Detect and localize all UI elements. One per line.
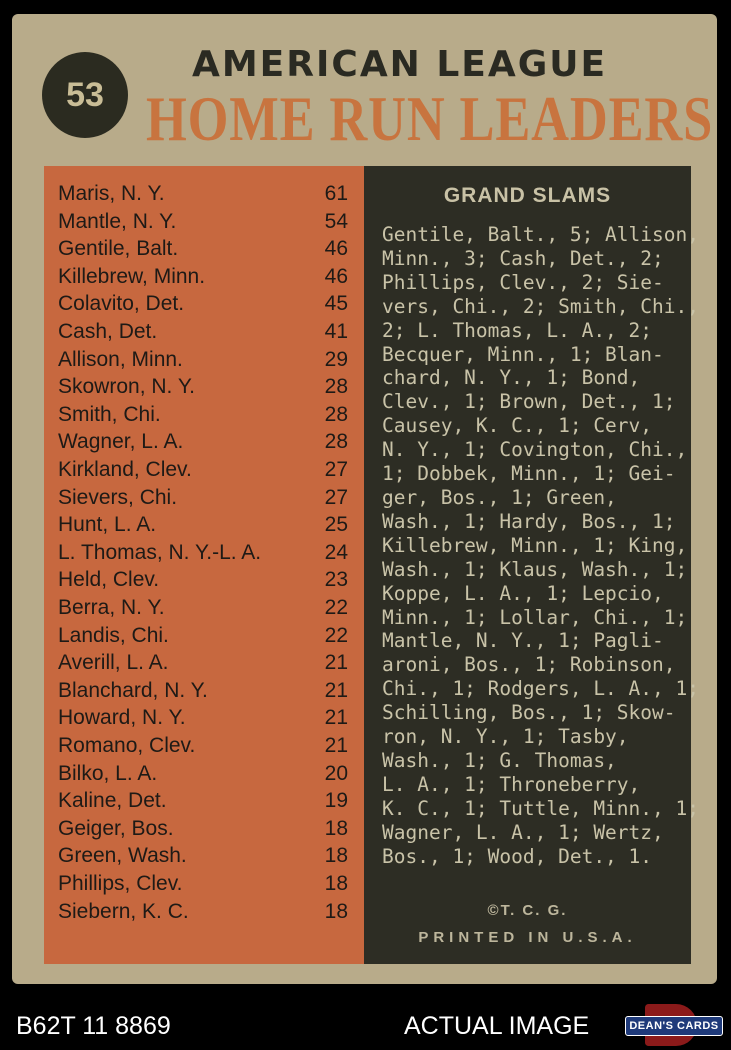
leader-home-runs: 18 (324, 899, 348, 923)
leader-row (58, 348, 358, 375)
leader-home-runs: 22 (324, 596, 348, 619)
leader-row (58, 900, 358, 927)
grand-slams-text (382, 223, 699, 868)
grand-slams-line: 1; Dobbek, Minn., 1; Gei- (382, 462, 676, 486)
leader-name: Kaline, Det. (58, 789, 167, 813)
grand-slams-line: ger, Bos., 1; Green, (382, 485, 617, 509)
leader-row (58, 568, 358, 595)
leader-row (58, 513, 358, 540)
grand-slams-line: Phillips, Clev., 2; Sie- (382, 270, 664, 294)
leader-home-runs: 23 (324, 568, 348, 592)
leader-name: Colavito, Det. (58, 292, 185, 316)
leader-row (58, 486, 358, 513)
grand-slams-line: N. Y., 1; Covington, Chi., (382, 438, 688, 462)
leader-row (58, 292, 358, 319)
grand-slams-line: Wash., 1; G. Thomas, (382, 748, 617, 772)
leader-name: Geiger, Bos. (58, 816, 174, 840)
grand-slams-line: Minn., 1; Lollar, Chi., 1; (382, 605, 688, 629)
leader-home-runs: 24 (324, 540, 348, 564)
leader-name: Averill, L. A. (58, 651, 169, 675)
leader-home-runs: 22 (324, 623, 348, 647)
grand-slams-line: Killebrew, Minn., 1; King, (382, 533, 688, 557)
logo-text: DEAN'S CARDS (625, 1016, 723, 1036)
leader-home-runs: 61 (324, 182, 348, 205)
leader-home-runs: 21 (324, 651, 348, 675)
deans-cards-logo (625, 1004, 721, 1046)
leader-row (58, 320, 358, 347)
leader-home-runs: 28 (324, 402, 348, 426)
leader-row (58, 596, 358, 623)
leader-name: Cash, Det. (58, 320, 158, 343)
leader-row (58, 734, 358, 761)
leader-name: Romano, Clev. (58, 734, 196, 757)
leader-home-runs: 28 (324, 430, 348, 454)
grand-slams-line: K. C., 1; Tuttle, Minn., 1; (382, 796, 699, 820)
grand-slams-line: Wash., 1; Klaus, Wash., 1; (382, 557, 688, 581)
actual-image-label: ACTUAL IMAGE (404, 1012, 590, 1040)
leader-home-runs: 19 (324, 789, 348, 813)
leader-name: Held, Clev. (58, 568, 160, 592)
grand-slams-line: Gentile, Balt., 5; Allison, (382, 223, 699, 246)
leader-name: Killebrew, Minn. (58, 264, 206, 288)
copyright-text: ©T. C. G. (487, 902, 568, 919)
title-league: AMERICAN LEAGUE (192, 44, 608, 85)
leader-home-runs: 27 (324, 458, 348, 481)
leader-row (58, 541, 358, 568)
leader-home-runs: 29 (324, 347, 348, 371)
leader-row (58, 789, 358, 816)
leader-row (58, 872, 358, 899)
leader-row (58, 458, 358, 485)
leader-row (58, 375, 358, 402)
leader-name: Landis, Chi. (58, 623, 169, 647)
grand-slams-line: Mantle, N. Y., 1; Pagli- (382, 629, 664, 653)
leader-home-runs: 20 (324, 761, 348, 785)
leader-home-runs: 54 (324, 209, 348, 233)
grand-slams-line: Bos., 1; Wood, Det., 1. (382, 844, 653, 868)
grand-slams-line: Koppe, L. A., 1; Lepcio, (382, 581, 664, 605)
leader-name: Hunt, L. A. (58, 513, 157, 537)
leader-name: Green, Wash. (58, 844, 187, 868)
leader-name: Siebern, K. C. (58, 899, 189, 923)
leader-home-runs: 41 (324, 320, 348, 343)
leader-name: Wagner, L. A. (58, 430, 184, 454)
leader-name: Sievers, Chi. (58, 485, 178, 509)
grand-slams-line: Wash., 1; Hardy, Bos., 1; (382, 509, 676, 533)
leader-home-runs: 18 (324, 816, 348, 840)
grand-slams-heading: GRAND SLAMS (443, 184, 612, 207)
leader-home-runs: 21 (324, 734, 348, 757)
grand-slams-line: Wagner, L. A., 1; Wertz, (382, 820, 664, 844)
leader-home-runs: 18 (324, 844, 348, 868)
leader-home-runs: 46 (324, 264, 348, 288)
leader-name: Smith, Chi. (58, 402, 161, 426)
leader-name: Mantle, N. Y. (58, 209, 177, 233)
leader-home-runs: 46 (324, 237, 348, 261)
leader-home-runs: 25 (324, 513, 348, 537)
leader-home-runs: 28 (324, 375, 348, 399)
grand-slams-line: L. A., 1; Throneberry, (382, 772, 641, 796)
grand-slams-line: vers, Chi., 2; Smith, Chi., (382, 294, 699, 318)
grand-slams-panel (364, 166, 699, 964)
leader-name: Phillips, Clev. (58, 872, 183, 895)
leader-row (58, 651, 358, 678)
grand-slams-line: Chi., 1; Rodgers, L. A., 1; (382, 677, 699, 701)
grand-slams-line: chard, N. Y., 1; Bond, (382, 366, 641, 390)
leader-home-runs: 21 (324, 678, 348, 702)
leader-name: Howard, N. Y. (58, 706, 186, 730)
leader-name: L. Thomas, N. Y.-L. A. (58, 540, 262, 564)
leader-row (58, 679, 358, 706)
leader-home-runs: 27 (324, 485, 348, 509)
leader-name: Kirkland, Clev. (58, 458, 192, 481)
leader-row (58, 624, 358, 651)
leader-name: Berra, N. Y. (58, 596, 165, 619)
leader-home-runs: 45 (324, 292, 348, 316)
title-home-run-leaders: HOME RUN LEADERS (146, 83, 714, 154)
leader-row (58, 182, 358, 209)
grand-slams-line: Causey, K. C., 1; Cerv, (382, 414, 653, 438)
grand-slams-line: Minn., 3; Cash, Det., 2; (382, 246, 664, 270)
grand-slams-line: 2; L. Thomas, L. A., 2; (382, 318, 653, 342)
leader-row (58, 210, 358, 237)
printed-in-text: PRINTED IN U.S.A. (418, 929, 637, 946)
leader-row (58, 706, 358, 733)
grand-slams-line: Becquer, Minn., 1; Blan- (382, 342, 664, 366)
grand-slams-line: aroni, Bos., 1; Robinson, (382, 653, 676, 677)
leader-row (58, 430, 358, 457)
leader-row (58, 817, 358, 844)
leader-row (58, 844, 358, 871)
leader-home-runs: 21 (324, 706, 348, 730)
leader-name: Bilko, L. A. (58, 761, 158, 785)
grand-slams-line: Clev., 1; Brown, Det., 1; (382, 390, 676, 414)
leader-name: Gentile, Balt. (58, 237, 179, 261)
leader-home-runs: 18 (324, 872, 348, 895)
cert-number: B62T 11 8869 (16, 1012, 171, 1040)
leaders-panel (44, 166, 374, 964)
leader-row (58, 265, 358, 292)
card-number-badge (42, 52, 128, 138)
leader-row (58, 237, 358, 264)
leader-row (58, 762, 358, 789)
grand-slams-line: ron, N. Y., 1; Tasby, (382, 725, 629, 749)
leader-row (58, 403, 358, 430)
leader-name: Skowron, N. Y. (58, 375, 195, 399)
leader-name: Blanchard, N. Y. (58, 678, 208, 702)
leader-name: Allison, Minn. (58, 347, 183, 371)
grand-slams-line: Schilling, Bos., 1; Skow- (382, 701, 676, 725)
card-number: 53 (66, 75, 104, 114)
leader-name: Maris, N. Y. (58, 182, 165, 205)
